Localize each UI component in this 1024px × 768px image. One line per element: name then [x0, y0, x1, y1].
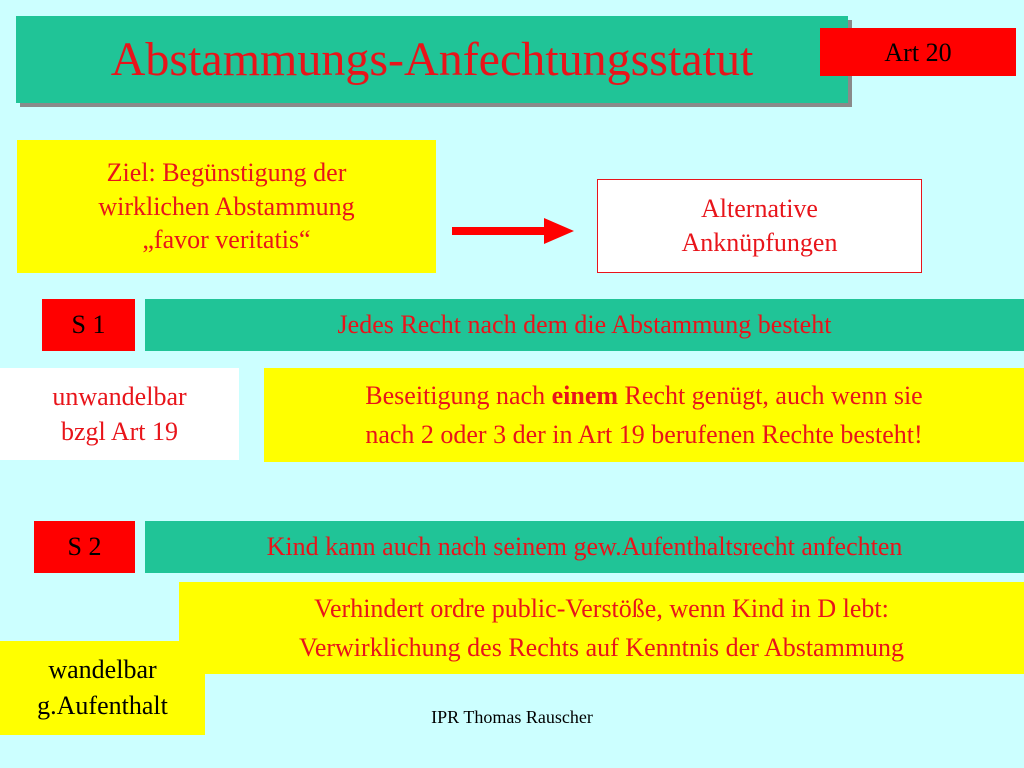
s2-label: S 2 — [67, 532, 102, 561]
article-label: Art 20 — [884, 38, 952, 67]
beseitigung-box — [264, 368, 1024, 462]
beseitigung-emphasis: einem — [551, 381, 619, 410]
s1-badge — [42, 299, 135, 351]
unwandelbar-box — [0, 368, 239, 460]
beseitigung-part-2: Recht genügt, auch wenn sie — [618, 381, 923, 410]
s2-badge — [34, 521, 135, 573]
right-arrow-icon — [452, 214, 574, 248]
beseitigung-line-2: nach 2 oder 3 der in Art 19 berufenen Rechte besteht! — [365, 420, 923, 449]
verhindert-line-1: Verhindert ordre public-Verstöße, wenn Kind in D lebt: — [314, 594, 889, 623]
goal-box — [17, 140, 436, 273]
s1-bar — [145, 299, 1024, 351]
beseitigung-part-1: Beseitigung nach — [365, 381, 552, 410]
wandelbar-line-2: g.Aufenthalt — [37, 691, 168, 720]
goal-line-3: „favor veritatis“ — [142, 225, 311, 255]
unwandelbar-line-1: unwandelbar — [52, 381, 187, 411]
title-box — [16, 16, 848, 103]
slide-title: Abstammungs-Anfechtungsstatut — [110, 32, 754, 86]
wandelbar-box — [0, 641, 205, 735]
s2-text: Kind kann auch nach seinem gew.Aufenthaltsrecht anfechten — [266, 532, 903, 561]
goal-line-1: Ziel: Begünstigung der — [106, 157, 347, 187]
s2-bar — [145, 521, 1024, 573]
verhindert-line-2: Verwirklichung des Rechts auf Kenntnis der Abstammung — [298, 633, 905, 662]
alternative-box — [597, 179, 922, 273]
footer-author: IPR Thomas Rauscher — [431, 707, 593, 727]
article-badge — [820, 28, 1016, 76]
goal-line-2: wirklichen Abstammung — [98, 191, 355, 221]
wandelbar-line-1: wandelbar — [48, 654, 157, 684]
alternative-line-2: Anknüpfungen — [681, 228, 838, 257]
unwandelbar-line-2: bzgl Art 19 — [61, 417, 178, 446]
s1-label: S 1 — [71, 310, 106, 339]
alternative-line-1: Alternative — [701, 194, 818, 224]
beseitigung-line-1 — [365, 376, 922, 415]
verhindert-box — [179, 582, 1024, 674]
s1-text: Jedes Recht nach dem die Abstammung besteht — [337, 310, 832, 339]
